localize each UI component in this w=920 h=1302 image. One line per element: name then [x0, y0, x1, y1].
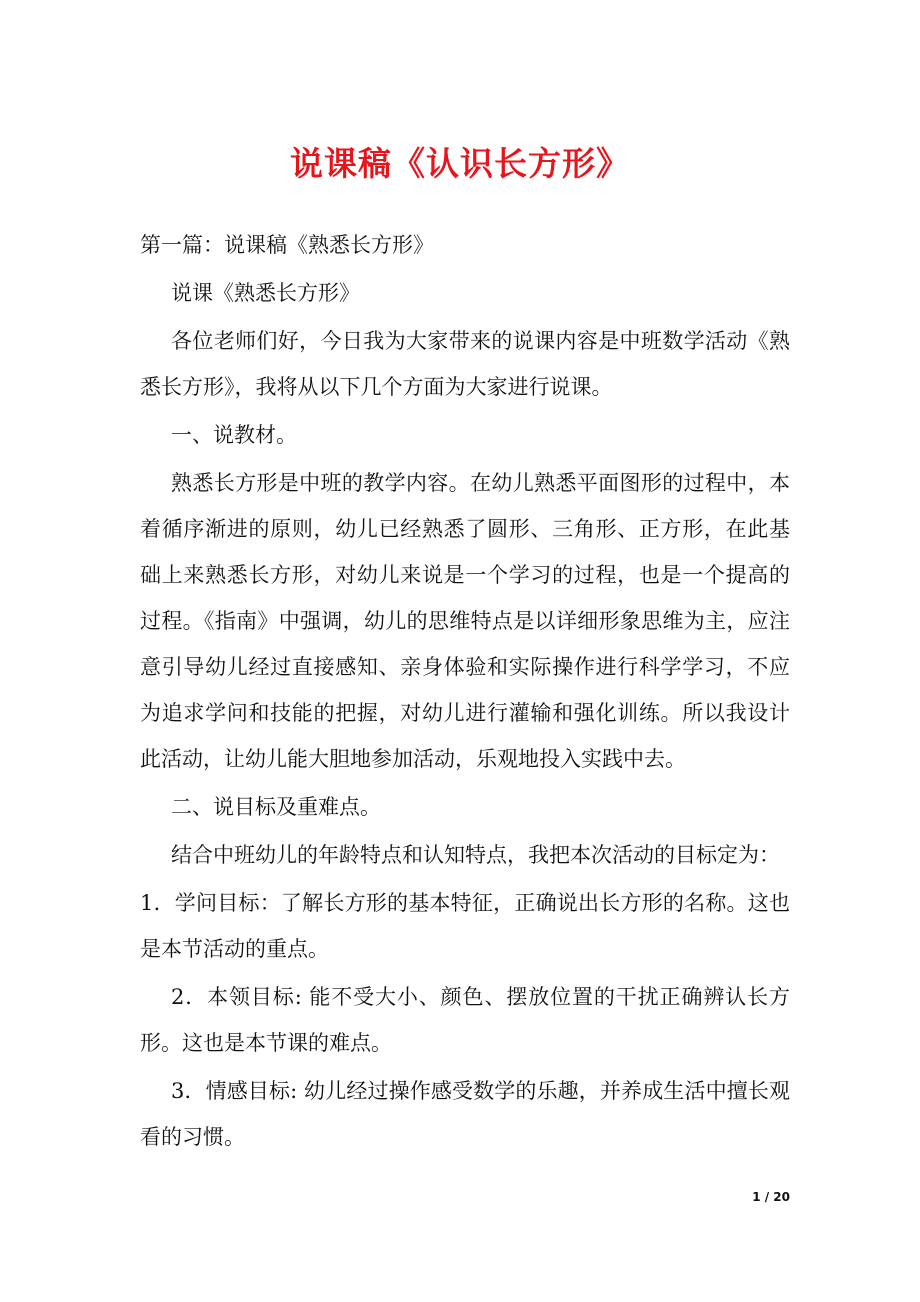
goal-item-skill: 2．本领目标: 能不受大小、颜色、摆放位置的干扰正确辨认长方形。这也是本节课的难点。 [140, 985, 790, 1055]
paragraph-teaching-material: 熟悉长方形是中班的教学内容。在幼儿熟悉平面图形的过程中，本着循序渐进的原则，幼儿已经熟悉了圆形、三角形、正方形，在此基础上来熟悉长方形，对幼儿来说是一个学习的过程，也是一个提高的过程。《指南》中强调，幼儿的思维特点是以详细形象思维为主，应注意引导幼儿经过直接感知、亲身体验和实际操作进行科学学习，不应为追求学问和技能的把握，对幼儿进行灌输和强化训练。所以我设计此活动，让幼儿能大胆地参加活动，乐观地投入实践中去。 [140, 471, 790, 771]
heading-teaching-material: 一、说教材。 [171, 423, 297, 447]
goal-item-knowledge: 1．学问目标：了解长方形的基本特征，正确说出长方形的名称。这也是本节活动的重点。 [140, 891, 790, 961]
paragraph-intro: 各位老师们好，今日我为大家带来的说课内容是中班数学活动《熟悉长方形》，我将从以下几个方面为大家进行说课。 [140, 329, 790, 399]
goal-item-emotion: 3．情感目标: 幼儿经过操作感受数学的乐趣，并养成生活中擅长观看的习惯。 [140, 1079, 790, 1149]
heading-goals: 二、说目标及重难点。 [171, 795, 381, 819]
subheading: 说课《熟悉长方形》 [171, 281, 360, 305]
page-number: 1 / 20 [752, 1190, 790, 1204]
paragraph-goals-intro: 结合中班幼儿的年龄特点和认知特点，我把本次活动的目标定为： [171, 843, 780, 867]
document-title: 说课稿《认识长方形》 [290, 144, 630, 183]
section-heading: 第一篇：说课稿《熟悉长方形》 [140, 233, 434, 257]
document-body [140, 222, 790, 1162]
